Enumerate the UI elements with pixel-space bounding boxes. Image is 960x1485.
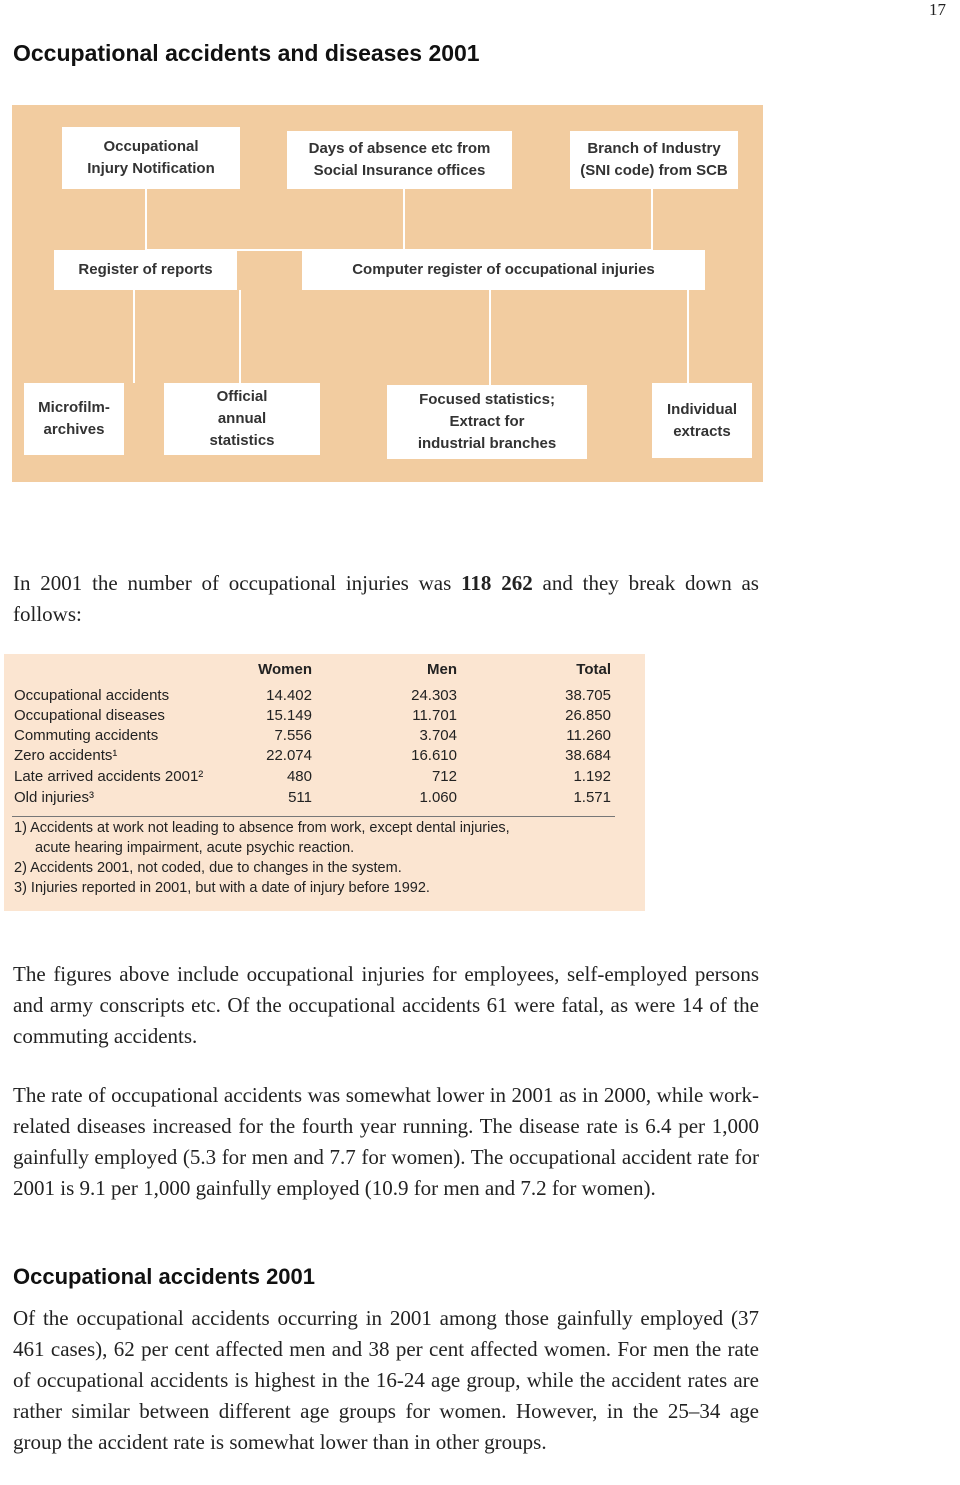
women-value: 15.149 bbox=[266, 707, 312, 724]
computer-register-box: Computer register of occupational injuries bbox=[302, 250, 705, 290]
intro-text-after: and they break down as follows: bbox=[13, 571, 759, 626]
paragraph-rates: The rate of occupational accidents was somewhat lower in 2001 as in 2000, while work-related diseases increased for the fourth year running. The disease rate is 6.4 per 1,000 gainfully employed (5.3 for men and 7.7 for women). The occupational accident rate for 2001 is 9.1 per 1,000 gainfully employed (10.9 for men and 7.2 for women). bbox=[13, 1083, 759, 1200]
total-value: 38.684 bbox=[565, 747, 611, 764]
footnote-1: 1) Accidents at work not leading to absence from work, except dental injuries, bbox=[14, 820, 510, 836]
intro-paragraph bbox=[13, 568, 759, 630]
injury-statistics-panel bbox=[4, 654, 645, 911]
total-value: 26.850 bbox=[565, 707, 611, 724]
column-header-total: Total bbox=[576, 661, 611, 678]
table-row bbox=[4, 707, 645, 727]
row-label: Occupational diseases bbox=[14, 707, 165, 724]
table-row bbox=[4, 747, 645, 767]
row-label: Occupational accidents bbox=[14, 687, 170, 704]
women-value: 22.074 bbox=[266, 747, 312, 764]
section-heading: Occupational accidents 2001 bbox=[13, 1264, 316, 1289]
footnote-3: 3) Injuries reported in 2001, but with a date of injury before 1992. bbox=[14, 880, 430, 896]
men-value: 24.303 bbox=[411, 687, 457, 704]
women-value: 7.556 bbox=[274, 727, 312, 744]
table-row bbox=[4, 768, 645, 788]
table-row bbox=[4, 687, 645, 707]
table-row bbox=[4, 789, 645, 809]
footnote-2: 2) Accidents 2001, not coded, due to changes in the system. bbox=[14, 860, 402, 876]
men-value: 16.610 bbox=[411, 747, 457, 764]
output-box-official-statistics: Official annual statistics bbox=[164, 383, 320, 455]
section-paragraph: Of the occupational accidents occurring in 2001 among those gainfully employed (37 461 cases), 62 per cent affected men and 38 per cent affected women. For men the rate of occupational accidents is highest in the 16-24 age group, while the accident rates are rather similar between different age groups for women. However, in the 25–34 age group the accident rate is somewhat lower than in other groups. bbox=[13, 1306, 759, 1454]
total-value: 11.260 bbox=[566, 727, 611, 744]
men-value: 712 bbox=[431, 768, 457, 785]
total-value: 1.192 bbox=[573, 768, 611, 785]
men-value: 3.704 bbox=[419, 727, 457, 744]
footnote-1-continued: acute hearing impairment, acute psychic reaction. bbox=[35, 840, 355, 856]
output-box-microfilm-archives: Microfilm- archives bbox=[24, 383, 124, 455]
total-value: 1.571 bbox=[573, 789, 611, 806]
source-box-injury-notification: Occupational Injury Notification bbox=[62, 127, 240, 189]
row-label: Commuting accidents bbox=[14, 727, 159, 744]
women-value: 480 bbox=[286, 768, 312, 785]
column-header-women: Women bbox=[258, 661, 312, 678]
women-value: 511 bbox=[288, 789, 312, 806]
column-header-men: Men bbox=[427, 661, 457, 678]
paragraph-figures-note: The figures above include occupational injuries for employees, self-employed persons and army conscripts etc. Of the occupational accidents 61 were fatal, as were 14 of the commuting accidents. bbox=[13, 962, 759, 1048]
row-label: Old injuries³ bbox=[14, 789, 95, 806]
total-value: 38.705 bbox=[565, 687, 611, 704]
table-row bbox=[4, 727, 645, 747]
flowchart bbox=[12, 105, 763, 482]
row-label: Late arrived accidents 2001² bbox=[14, 768, 204, 785]
row-label: Zero accidents¹ bbox=[14, 747, 118, 764]
page-number: 17 bbox=[929, 0, 946, 19]
output-box-individual-extracts: Individual extracts bbox=[652, 383, 752, 458]
source-box-social-insurance: Days of absence etc from Social Insurance offices bbox=[287, 131, 512, 189]
table-header-row bbox=[4, 661, 645, 681]
men-value: 1.060 bbox=[419, 789, 457, 806]
men-value: 11.701 bbox=[412, 707, 457, 724]
source-box-sni-code: Branch of Industry (SNI code) from SCB bbox=[570, 131, 738, 189]
women-value: 14.402 bbox=[266, 687, 312, 704]
output-box-focused-statistics: Focused statistics; Extract for industrial branches bbox=[387, 385, 587, 459]
total-injuries-value: 118 262 bbox=[461, 571, 533, 595]
page-title: Occupational accidents and diseases 2001 bbox=[13, 40, 480, 66]
intro-text-before: In 2001 the number of occupational injuries was bbox=[13, 571, 462, 595]
table-divider bbox=[12, 816, 615, 817]
register-of-reports-box: Register of reports bbox=[54, 250, 237, 290]
